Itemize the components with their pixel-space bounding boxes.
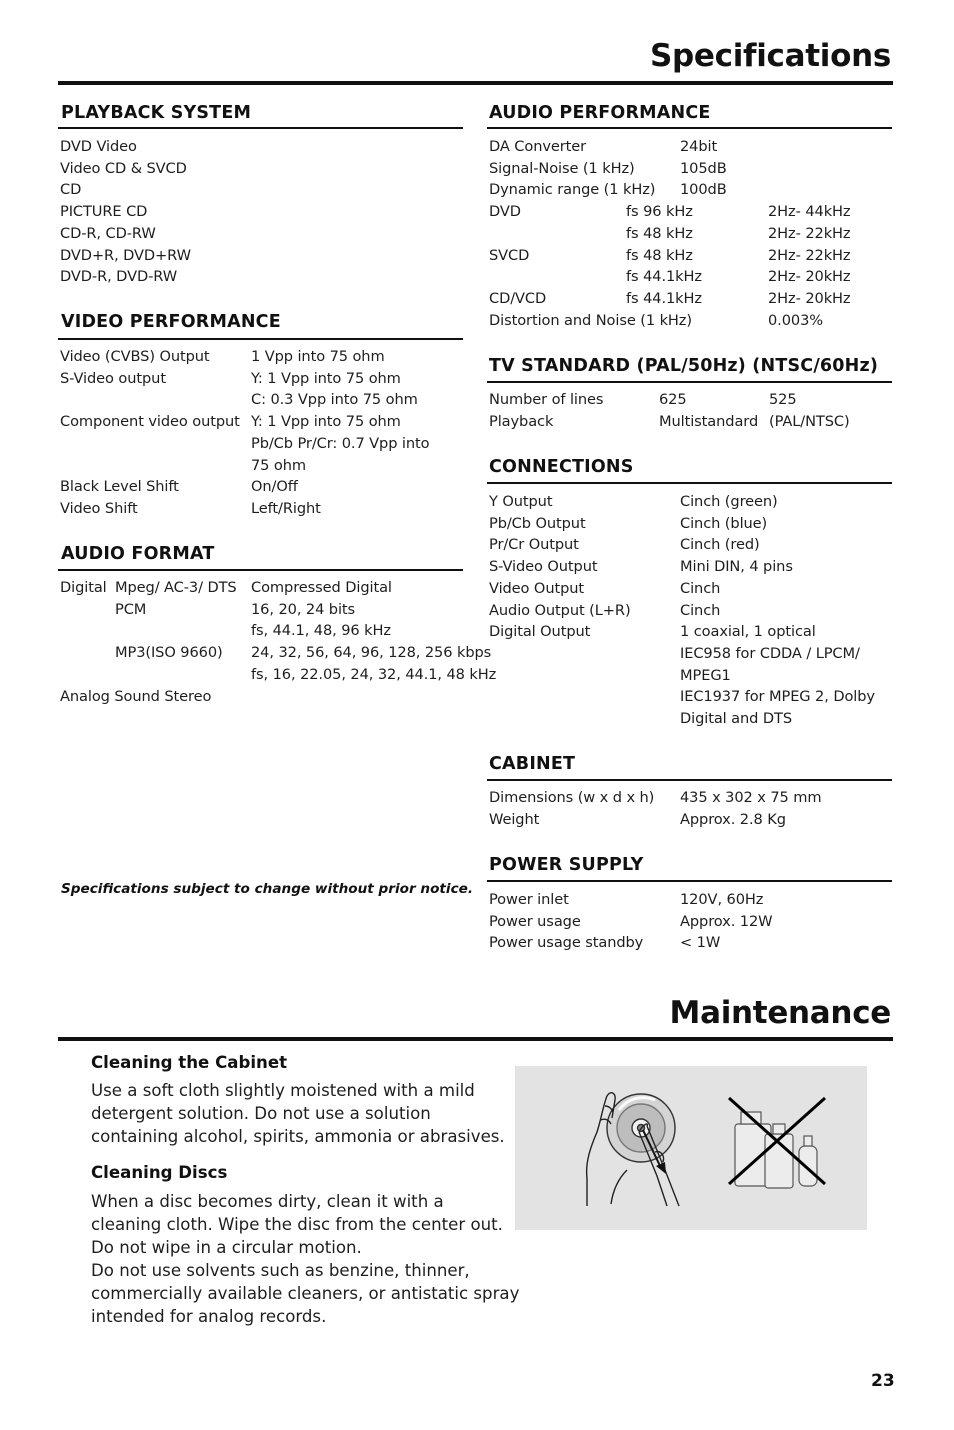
page-title: Specifications bbox=[649, 38, 891, 74]
video-spec-value: Y: 1 Vpp into 75 ohm bbox=[251, 369, 401, 387]
playback-item: PICTURE CD bbox=[60, 203, 148, 221]
playback-item: CD bbox=[60, 181, 82, 199]
connection-label: Video Output bbox=[489, 579, 585, 597]
frequency-response-cell: 2Hz- 20kHz bbox=[768, 268, 851, 286]
video-spec-label: Black Level Shift bbox=[60, 478, 179, 496]
section-rule bbox=[58, 127, 463, 129]
tv-standard-cell: 525 bbox=[769, 391, 797, 408]
audio-format-cell: Mpeg/ AC-3/ DTS bbox=[115, 579, 237, 596]
frequency-response-cell: fs 44.1kHz bbox=[626, 268, 702, 286]
page-number: 23 bbox=[871, 1371, 895, 1391]
connection-label: Audio Output (L+R) bbox=[489, 601, 631, 619]
connection-value: Cinch (blue) bbox=[680, 514, 768, 532]
frequency-response-cell: fs 48 kHz bbox=[626, 224, 693, 242]
audio-format-cell: fs, 16, 22.05, 24, 32, 44.1, 48 kHz bbox=[251, 665, 497, 683]
playback-item: CD-R, CD-RW bbox=[60, 224, 156, 242]
frequency-response-cell: fs 44.1kHz bbox=[626, 289, 702, 307]
audio-format-cell: 24, 32, 56, 64, 96, 128, 256 kbps bbox=[251, 644, 492, 662]
cabinet-heading: CABINET bbox=[489, 754, 576, 774]
cleaning-discs-heading: Cleaning Discs bbox=[91, 1163, 228, 1182]
title-rule bbox=[58, 81, 893, 85]
section-rule bbox=[487, 779, 892, 781]
tv-standard-cell: Number of lines bbox=[489, 391, 604, 408]
video-spec-label: Component video output bbox=[60, 413, 240, 431]
cleaning-cabinet-heading: Cleaning the Cabinet bbox=[91, 1053, 288, 1072]
cleaning-cabinet-line: detergent solution. Do not use a solution bbox=[91, 1104, 431, 1123]
section-rule bbox=[58, 569, 463, 571]
video-spec-value: 75 ohm bbox=[251, 456, 307, 474]
connection-value: 1 coaxial, 1 optical bbox=[680, 623, 816, 641]
playback-item: DVD-R, DVD-RW bbox=[60, 268, 178, 286]
power-supply-heading: POWER SUPPLY bbox=[489, 855, 644, 875]
video-spec-value: Left/Right bbox=[251, 499, 321, 517]
maintenance-title: Maintenance bbox=[669, 995, 891, 1031]
video-spec-label: Video Shift bbox=[60, 499, 138, 517]
cabinet-value: Approx. 2.8 Kg bbox=[680, 810, 786, 828]
connections-heading: CONNECTIONS bbox=[489, 457, 634, 477]
audio-format-cell: fs, 44.1, 48, 96 kHz bbox=[251, 622, 391, 640]
power-label: Power inlet bbox=[489, 891, 569, 908]
video-spec-label: Video (CVBS) Output bbox=[60, 348, 210, 365]
connection-value: IEC958 for CDDA / LPCM/ bbox=[680, 644, 860, 662]
frequency-response-cell: CD/VCD bbox=[489, 289, 547, 307]
cleaning-discs-line: cleaning cloth. Wipe the disc from the center out. bbox=[91, 1215, 503, 1234]
cleaning-discs-line: intended for analog records. bbox=[91, 1307, 327, 1326]
solvent-bottles-icon bbox=[735, 1112, 817, 1188]
power-label: Power usage standby bbox=[489, 934, 644, 952]
video-performance-heading: VIDEO PERFORMANCE bbox=[61, 312, 281, 332]
connection-value: Cinch (green) bbox=[680, 493, 778, 510]
playback-item: DVD+R, DVD+RW bbox=[60, 246, 191, 264]
maintenance-illustration bbox=[515, 1066, 867, 1230]
video-spec-value: 1 Vpp into 75 ohm bbox=[251, 348, 385, 365]
video-spec-value: Pb/Cb Pr/Cr: 0.7 Vpp into bbox=[251, 434, 430, 452]
video-spec-value: C: 0.3 Vpp into 75 ohm bbox=[251, 391, 418, 409]
frequency-response-cell: 2Hz- 22kHz bbox=[768, 224, 851, 242]
cleaning-cabinet-line: Use a soft cloth slightly moistened with a mild bbox=[91, 1081, 475, 1100]
connection-label: Digital Output bbox=[489, 623, 591, 641]
connection-label: Pb/Cb Output bbox=[489, 514, 586, 532]
tv-standard-cell: 625 bbox=[659, 391, 687, 408]
video-spec-value: On/Off bbox=[251, 478, 298, 496]
connection-value: Cinch bbox=[680, 579, 721, 597]
maintenance-rule bbox=[58, 1037, 893, 1041]
audio-format-heading: AUDIO FORMAT bbox=[61, 544, 215, 564]
cleaning-discs-line: Do not wipe in a circular motion. bbox=[91, 1238, 362, 1257]
connection-label: Y Output bbox=[489, 493, 553, 510]
audio-format-cell: Compressed Digital bbox=[251, 579, 392, 596]
connection-value: Cinch bbox=[680, 601, 721, 619]
cleaning-discs-line: commercially available cleaners, or antistatic spray bbox=[91, 1284, 520, 1303]
cleaning-discs-line: Do not use solvents such as benzine, thinner, bbox=[91, 1261, 470, 1280]
frequency-response-cell: DVD bbox=[489, 203, 521, 221]
cleaning-cabinet-line: containing alcohol, spirits, ammonia or abrasives. bbox=[91, 1127, 505, 1146]
connection-value: MPEG1 bbox=[680, 666, 731, 684]
section-rule bbox=[487, 880, 892, 882]
audio-perf-value: 24bit bbox=[680, 138, 718, 155]
cleaning-illustration-graphic bbox=[515, 1066, 867, 1230]
audio-perf-label: Dynamic range (1 kHz) bbox=[489, 181, 656, 199]
analog-sound-text: Analog Sound Stereo bbox=[60, 688, 212, 705]
frequency-response-cell: fs 96 kHz bbox=[626, 203, 693, 221]
section-rule bbox=[487, 127, 892, 129]
audio-perf-value: 100dB bbox=[680, 181, 727, 199]
tv-standard-cell: (PAL/NTSC) bbox=[769, 412, 850, 430]
frequency-response-cell: 2Hz- 44kHz bbox=[768, 203, 851, 221]
frequency-response-cell: fs 48 kHz bbox=[626, 246, 693, 264]
video-spec-label: S-Video output bbox=[60, 369, 166, 387]
audio-performance-heading: AUDIO PERFORMANCE bbox=[489, 103, 711, 123]
section-rule bbox=[487, 381, 892, 383]
tv-standard-cell: Playback bbox=[489, 412, 554, 430]
audio-format-cell: MP3(ISO 9660) bbox=[115, 644, 223, 662]
distortion-label: Distortion and Noise (1 kHz) bbox=[489, 311, 692, 329]
connection-value: Mini DIN, 4 pins bbox=[680, 558, 793, 576]
audio-format-cell: PCM bbox=[115, 600, 147, 618]
playback-system-heading: PLAYBACK SYSTEM bbox=[61, 103, 252, 123]
cabinet-label: Weight bbox=[489, 810, 540, 828]
frequency-response-cell: 2Hz- 22kHz bbox=[768, 246, 851, 264]
connection-label: S-Video Output bbox=[489, 558, 598, 576]
section-rule bbox=[487, 482, 892, 484]
section-rule bbox=[58, 338, 463, 340]
audio-perf-label: Signal-Noise (1 kHz) bbox=[489, 159, 635, 177]
tv-standard-cell: Multistandard bbox=[659, 412, 759, 430]
audio-format-cell: 16, 20, 24 bits bbox=[251, 600, 356, 618]
cabinet-label: Dimensions (w x d x h) bbox=[489, 789, 655, 806]
frequency-response-cell: 2Hz- 20kHz bbox=[768, 289, 851, 307]
audio-perf-value: 105dB bbox=[680, 159, 727, 177]
distortion-value: 0.003% bbox=[768, 311, 824, 329]
cabinet-value: 435 x 302 x 75 mm bbox=[680, 789, 822, 806]
power-value: Approx. 12W bbox=[680, 912, 773, 930]
connection-value: Digital and DTS bbox=[680, 710, 792, 727]
playback-item: DVD Video bbox=[60, 138, 137, 155]
power-label: Power usage bbox=[489, 912, 581, 930]
cleaning-discs-line: When a disc becomes dirty, clean it with a bbox=[91, 1192, 444, 1211]
tv-standard-heading: TV STANDARD (PAL/50Hz) (NTSC/60Hz) bbox=[489, 356, 879, 376]
power-value: < 1W bbox=[680, 934, 721, 952]
audio-format-cell: Digital bbox=[60, 579, 107, 596]
connection-value: Cinch (red) bbox=[680, 536, 760, 554]
power-value: 120V, 60Hz bbox=[680, 891, 764, 908]
connection-label: Pr/Cr Output bbox=[489, 536, 579, 554]
specifications-notice: Specifications subject to change without prior notice. bbox=[61, 881, 474, 897]
frequency-response-cell: SVCD bbox=[489, 246, 530, 264]
connection-value: IEC1937 for MPEG 2, Dolby bbox=[680, 688, 875, 706]
video-spec-value: Y: 1 Vpp into 75 ohm bbox=[251, 413, 401, 431]
audio-perf-label: DA Converter bbox=[489, 138, 587, 155]
playback-item: Video CD & SVCD bbox=[60, 159, 187, 177]
